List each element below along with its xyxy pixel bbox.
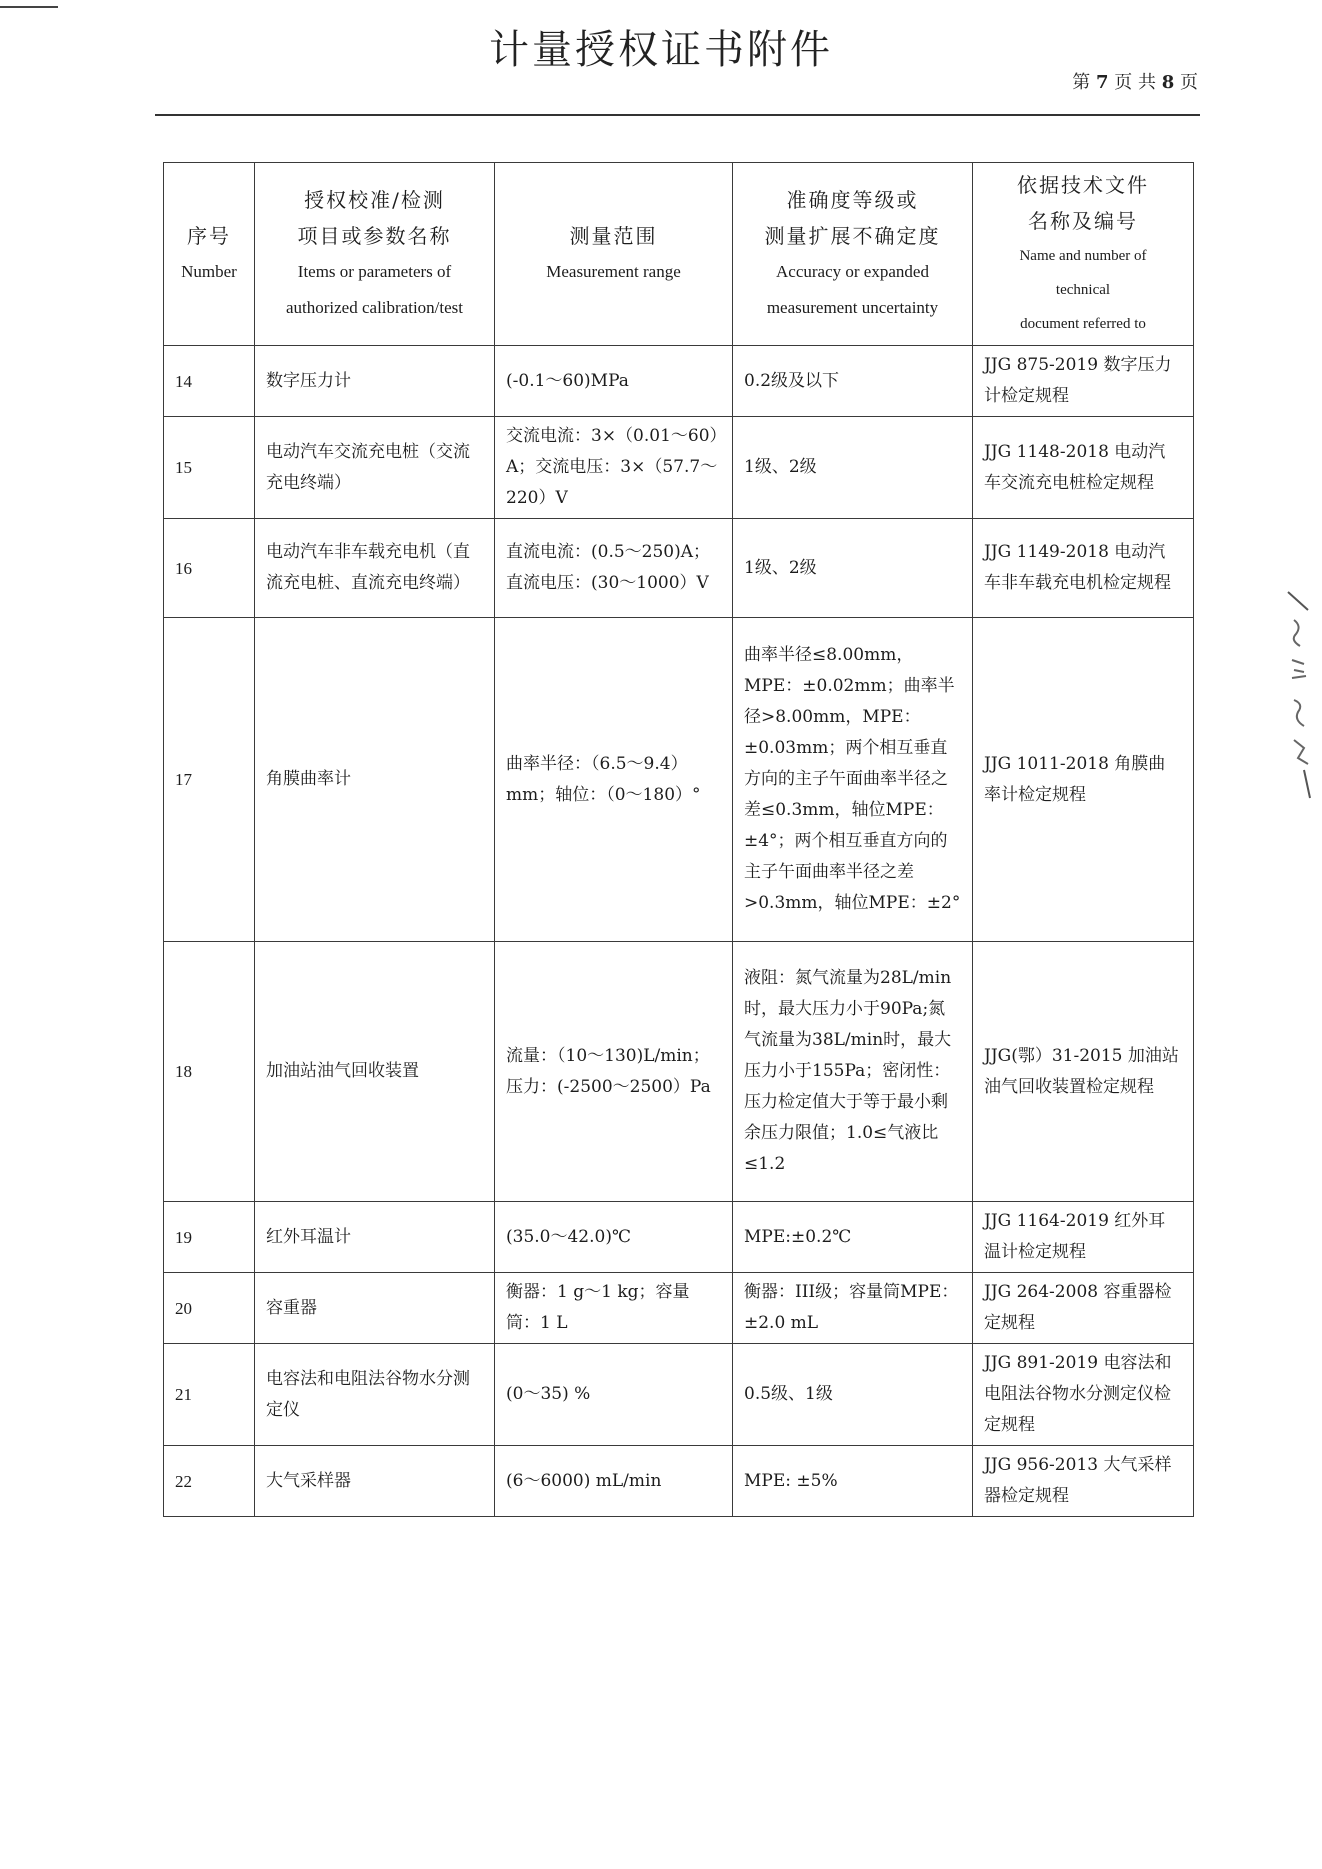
row-accuracy: 0.2级及以下 [733,346,973,417]
row-accuracy: 1级、2级 [733,519,973,618]
row-item: 加油站油气回收装置 [255,942,495,1202]
row-document: JJG 891-2019 电容法和电阻法谷物水分测定仪检定规程 [973,1344,1194,1446]
row-item: 数字压力计 [255,346,495,417]
row-number: 20 [164,1273,255,1344]
page-suffix: 页 [1180,72,1198,93]
row-range: 流量：（10～130)L/min；压力：(-2500～2500）Pa [495,942,733,1202]
table-row [164,1273,1194,1344]
header-document: 依据技术文件 名称及编号 Name and number of technical document referred to [973,163,1194,346]
header-range: 测量范围 Measurement range [495,163,733,346]
row-item: 电动汽车交流充电桩（交流充电终端） [255,417,495,519]
row-document: JJG 1149-2018 电动汽车非车载充电机检定规程 [973,519,1194,618]
table-row [164,1202,1194,1273]
row-accuracy: 0.5级、1级 [733,1344,973,1446]
row-accuracy: 曲率半径≤8.00mm，MPE：±0.02mm；曲率半径>8.00mm，MPE：±0.03mm；两个相互垂直方向的主子午面曲率半径之差≤0.3mm，轴位MPE：±4°；两个相互垂直方向的主子午面曲率半径之差>0.3mm，轴位MPE：±2° [733,618,973,942]
table-row [164,417,1194,519]
row-number: 15 [164,417,255,519]
row-number: 19 [164,1202,255,1273]
corner-scan-mark [0,6,58,8]
row-number: 14 [164,346,255,417]
row-item: 电容法和电阻法谷物水分测定仪 [255,1344,495,1446]
page-total: 8 [1161,72,1175,93]
row-number: 16 [164,519,255,618]
page-mid: 页 共 [1114,72,1156,93]
row-number: 21 [164,1344,255,1446]
authorization-table [163,162,1194,1517]
row-range: 交流电流：3×（0.01～60）A；交流电压：3×（57.7～220）V [495,417,733,519]
row-accuracy: 1级、2级 [733,417,973,519]
row-range: (-0.1～60)MPa [495,346,733,417]
row-number: 18 [164,942,255,1202]
row-accuracy: 衡器：III级；容量筒MPE：±2.0 mL [733,1273,973,1344]
row-range: (6～6000) mL/min [495,1446,733,1517]
table-row [164,346,1194,417]
row-item: 角膜曲率计 [255,618,495,942]
row-document: JJG 264-2008 容重器检定规程 [973,1273,1194,1344]
row-document: JJG 1164-2019 红外耳温计检定规程 [973,1202,1194,1273]
row-item: 大气采样器 [255,1446,495,1517]
row-item: 红外耳温计 [255,1202,495,1273]
row-range: (0～35) % [495,1344,733,1446]
row-document: JJG 956-2013 大气采样器检定规程 [973,1446,1194,1517]
row-number: 17 [164,618,255,942]
page-current: 7 [1096,72,1109,93]
table-row [164,519,1194,618]
table-row [164,1446,1194,1517]
row-document: JJG 1148-2018 电动汽车交流充电桩检定规程 [973,417,1194,519]
header-items: 授权校准/检测 项目或参数名称 Items or parameters of authorized calibration/test [255,163,495,346]
page-prefix: 第 [1072,72,1091,93]
row-document: JJG(鄂）31-2015 加油站油气回收装置检定规程 [973,942,1194,1202]
table-row [164,618,1194,942]
row-accuracy: MPE:±0.2℃ [733,1202,973,1273]
row-number: 22 [164,1446,255,1517]
row-range: (35.0～42.0)℃ [495,1202,733,1273]
row-range: 曲率半径：（6.5～9.4）mm；轴位：（0～180）° [495,618,733,942]
row-accuracy: MPE: ±5% [733,1446,973,1517]
row-range: 衡器：1 g～1 kg；容量筒：1 L [495,1273,733,1344]
header-rule [155,114,1200,116]
page-title: 计量授权证书附件 [489,27,833,73]
row-range: 直流电流：(0.5～250)A；直流电压：(30～1000）V [495,519,733,618]
seam-stamp-mark [1286,590,1312,800]
row-accuracy: 液阻：氮气流量为28L/min时，最大压力小于90Pa;氮气流量为38L/min时，最大压力小于155Pa；密闭性：压力检定值大于等于最小剩余压力限值；1.0≤气液比≤1.2 [733,942,973,1202]
table-row [164,942,1194,1202]
table-row [164,1344,1194,1446]
header-accuracy: 准确度等级或 测量扩展不确定度 Accuracy or expanded measurement uncertainty [733,163,973,346]
header-number: 序号 Number [164,163,255,346]
row-item: 电动汽车非车载充电机（直流充电桩、直流充电终端） [255,519,495,618]
row-document: JJG 1011-2018 角膜曲率计检定规程 [973,618,1194,942]
table-header-row [164,163,1194,346]
row-document: JJG 875-2019 数字压力计检定规程 [973,346,1194,417]
page-number [1072,68,1198,94]
row-item: 容重器 [255,1273,495,1344]
